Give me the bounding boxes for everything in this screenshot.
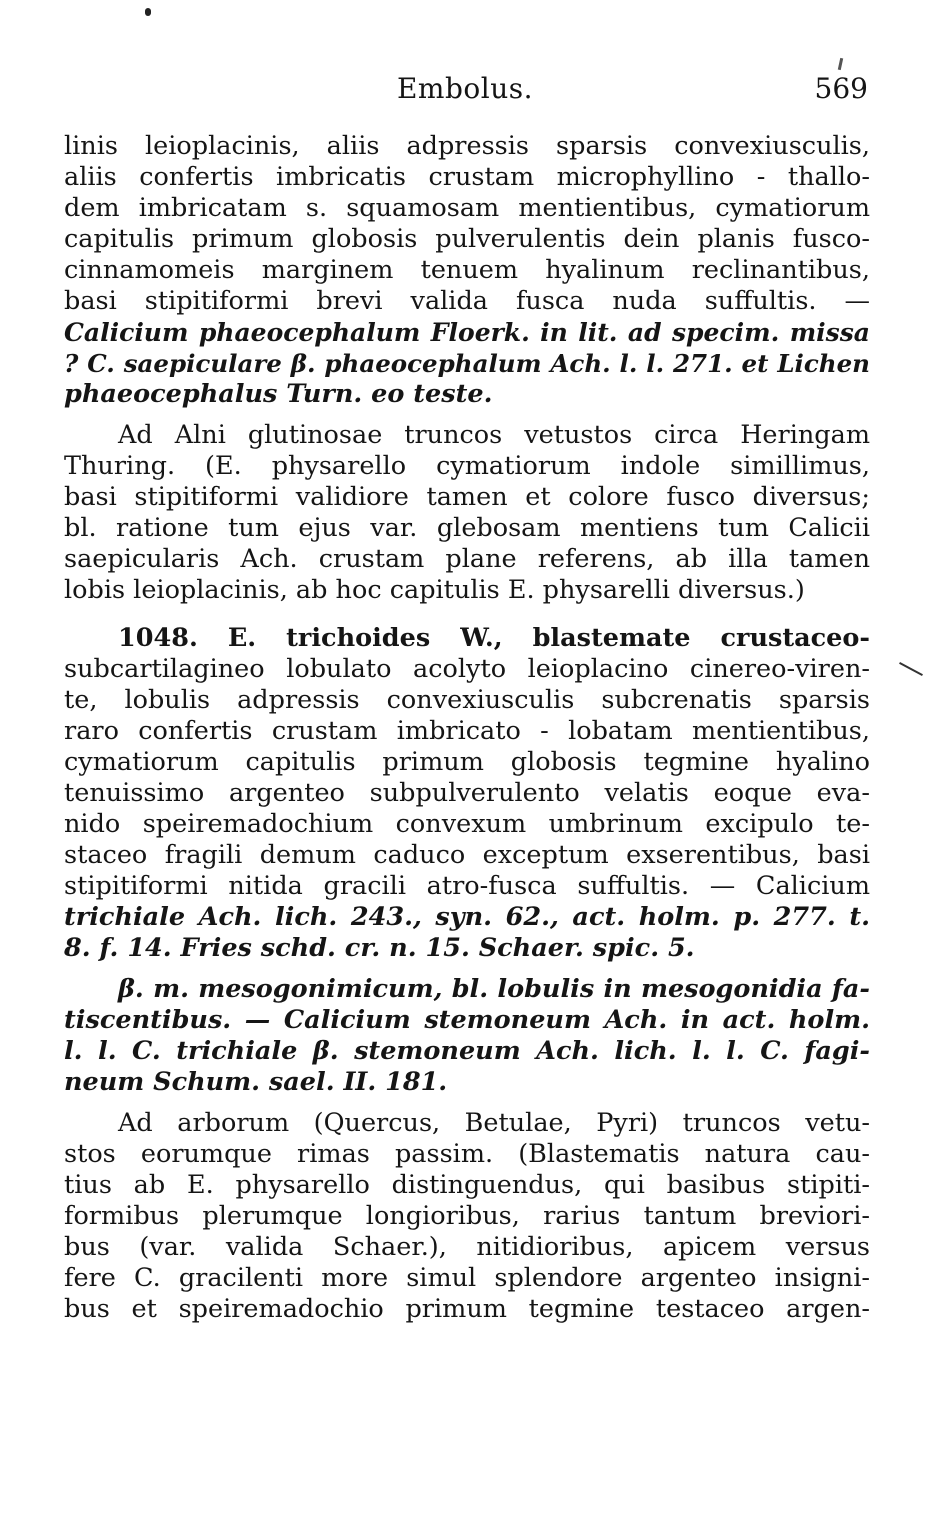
- paragraph-species-1048: [64, 623, 870, 964]
- text-line: capitulis primum globosis pulverulentis dein planis fusco-: [64, 224, 870, 254]
- text-line-synonym: ? C. saepiculare β. phaeocephalum Ach. l. l. 271. et Lichen: [64, 349, 870, 378]
- text-line: fere C. gracilenti more simul splendore argenteo insigni-: [64, 1263, 870, 1293]
- text-line: Ad arborum (Quercus, Betulae, Pyri) truncos vetu-: [118, 1108, 870, 1138]
- page-number: 569: [814, 72, 868, 105]
- paragraph-habitat-1048: [64, 1108, 870, 1325]
- text-line: te, lobulis adpressis convexiusculis subcrenatis sparsis: [64, 685, 870, 715]
- variety-heading-line: β. m. mesogonimicum, bl. lobulis in mesogonidia fa-: [118, 974, 870, 1004]
- text-line: stipitiformi nitida gracili atro-fusca suffultis. — Calicium: [64, 871, 870, 901]
- text-line-synonym: 8. f. 14. Fries schd. cr. n. 15. Schaer. spic. 5.: [64, 933, 695, 963]
- text-line: cymatiorum capitulis primum globosis tegmine hyalino: [64, 747, 870, 777]
- ink-speck: [145, 8, 151, 16]
- paragraph-habitat: [64, 420, 870, 606]
- running-head-title: Embolus.: [396, 72, 534, 105]
- text-line: linis leioplacinis, aliis adpressis sparsis convexiusculis,: [64, 131, 870, 161]
- text-line: bl. ratione tum ejus var. glebosam mentiens tum Calicii: [64, 513, 870, 543]
- text-line: subcartilagineo lobulato acolyto leioplacino cinereo-viren-: [64, 654, 870, 684]
- text-line-synonym: l. l. C. trichiale β. stemoneum Ach. lich. l. l. C. fagi-: [64, 1036, 870, 1066]
- text-line: tius ab E. physarello distinguendus, qui basibus stipiti-: [64, 1170, 870, 1200]
- text-line-synonym: neum Schum. sael. II. 181.: [64, 1067, 448, 1097]
- text-line: staceo fragili demum caduco exceptum exserentibus, basi: [64, 840, 870, 870]
- text-line: saepicularis Ach. crustam plane referens, ab illa tamen: [64, 544, 870, 574]
- ink-speck: [838, 58, 843, 70]
- paragraph-description-continued: [64, 131, 870, 410]
- text-line: bus et speiremadochio primum tegmine testaceo argen-: [64, 1294, 870, 1324]
- text-line-synonym: Calicium phaeocephalum Floerk. in lit. ad specim. missa: [64, 318, 870, 347]
- text-line-synonym: trichiale Ach. lich. 243., syn. 62., act. holm. p. 277. t.: [64, 902, 870, 932]
- text-line: lobis leioplacinis, ab hoc capitulis E. physarelli diversus.): [64, 575, 805, 605]
- text-line: bus (var. valida Schaer.), nitidioribus, apicem versus: [64, 1232, 870, 1262]
- text-line: raro confertis crustam imbricato - lobatam mentientibus,: [64, 716, 870, 746]
- text-line: aliis confertis imbricatis crustam microphyllino - thallo-: [64, 162, 870, 192]
- text-line: Thuring. (E. physarello cymatiorum indole simillimus,: [64, 451, 870, 481]
- text-line: basi stipitiformi validiore tamen et colore fusco diversus;: [64, 482, 870, 512]
- text-line-synonym: phaeocephalus Turn. eo teste.: [64, 379, 493, 409]
- species-heading-line: 1048. E. trichoides W., blastemate crustaceo-: [118, 623, 870, 653]
- text-line: tenuissimo argenteo subpulverulento velatis eoque eva-: [64, 778, 870, 808]
- paragraph-variety-beta: [64, 974, 870, 1098]
- text-line: formibus plerumque longioribus, rarius tantum breviori-: [64, 1201, 870, 1231]
- text-line: nido speiremadochium convexum umbrinum excipulo te-: [64, 809, 870, 839]
- body-text: [64, 131, 870, 1325]
- text-line: basi stipitiformi brevi valida fusca nuda suffultis. —: [64, 286, 870, 316]
- text-line-synonym: tiscentibus. — Calicium stemoneum Ach. in act. holm.: [64, 1005, 870, 1035]
- text-line: dem imbricatam s. squamosam mentientibus, cymatiorum: [64, 193, 870, 223]
- margin-mark: [899, 662, 923, 676]
- text-line: Ad Alni glutinosae truncos vetustos circa Heringam: [118, 420, 870, 450]
- text-line: stos eorumque rimas passim. (Blastematis natura cau-: [64, 1139, 870, 1169]
- text-line: cinnamomeis marginem tenuem hyalinum reclinantibus,: [64, 255, 870, 285]
